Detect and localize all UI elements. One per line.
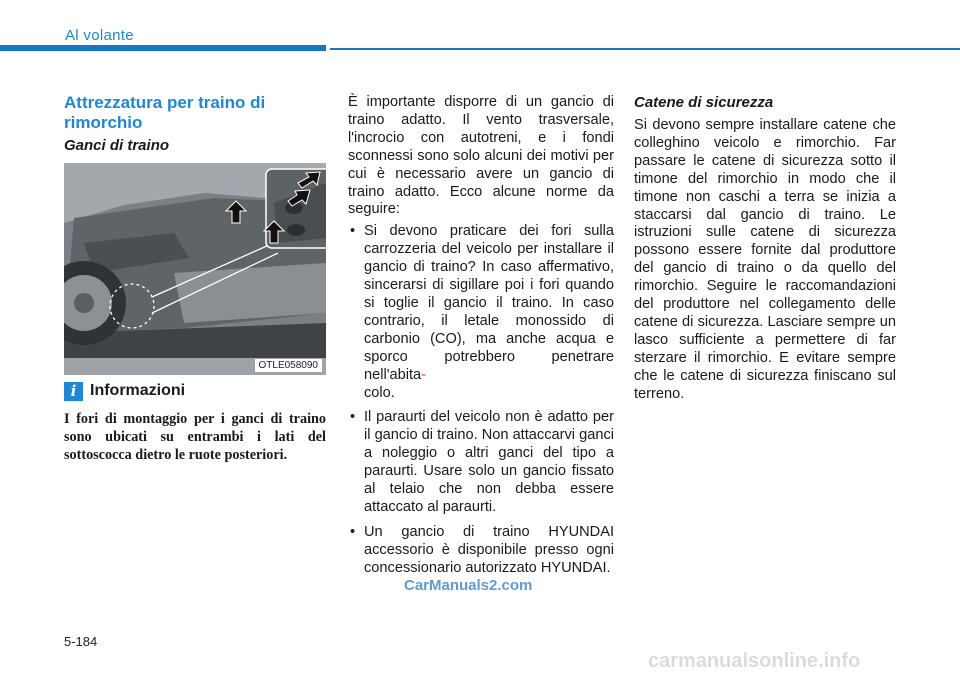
subheading-ganci: Ganci di traino [64,137,170,154]
middle-column [348,94,614,585]
header-bar-right [330,48,960,50]
page-number: 5-184 [64,634,98,649]
bullet-3-text: Un gancio di traino HYUNDAI accessorio è disponibile presso ogni concessionario autorizzato HYUNDAI. [364,523,614,576]
figure-code: OTLE058090 [255,359,323,372]
info-text: I fori di montaggio per i ganci di traino sono ubicati su entrambi i lati del sottoscocca dietro le ruote posteriori. [64,411,326,463]
section-title: Attrezzatura per traino di rimorchio [64,93,266,132]
header-bar-left [0,45,326,51]
rules-list [348,223,614,577]
bullet-1-text: Si devono praticare dei fori sulla carrozzeria del veicolo per installare il gancio di traino? In caso affermativo, sincerarsi di sigillare poi i fori quando si toglie il gancio il traino. In caso contrario, il letale monossido di carbonio (CO), ma anche acqua e sporco potrebbero penetrare nell'abita [364,223,614,383]
watermark-link[interactable]: CarManuals2.com [404,577,533,594]
info-title: Informazioni [90,382,186,399]
chains-paragraph: Si devono sempre installare catene che colleghino veicolo e rimorchio. Far passare le catene di sicurezza sotto il timone del rimorchio in modo che il timone non caschi a terra se inizia a staccarsi dal gancio di traino. Le istruzioni sulle catene di sicurezza possono essere fornite dal produttore del gancio di traino o da quello del rimorchio. Seguire le raccomandazioni del produttore nel collegamento delle catene di sicurezza. Lasciare sempre un lasco sufficiente a permettere di far sterzare il rimorchio. E evitare sempre che le catene di sicurezza finiscano sul terreno. [634,117,896,402]
subheading-catene: Catene di sicurezza [634,94,774,111]
bullet-2-text: Il paraurti del veicolo non è adatto per il gancio di traino. Non attaccarvi ganci a noleggio o altri ganci del tipo a paraurti. Usare solo un gancio fissato al telaio che non debba essere attaccato al paraurti. [364,409,614,515]
running-header: Al volante [65,27,134,44]
watermark-footer: carmanualsonline.info [648,650,861,672]
bullet-1-tail: colo. [364,384,395,401]
hyphen-mark: - [421,366,427,383]
list-item: • Si devono praticare dei fori sulla carrozzeria del veicolo per installare il gancio di traino? In caso affermativo, sincerarsi di sigillare poi i fori quando si toglie il gancio il traino. In caso contrario, il letale monossido di carbonio (CO), ma anche acqua e sporco potrebbero penetrare nell'abita- colo. [350,223,614,401]
list-item: • Un gancio di traino HYUNDAI accessorio è disponibile presso ogni concessionario autorizzato HYUNDAI. [350,523,614,576]
info-icon: i [64,382,83,401]
tow-hook-figure [64,163,326,375]
car-rear-illustration [64,163,326,375]
intro-paragraph: È importante disporre di un gancio di traino adatto. Il vento trasversale, l'incrocio con autotreni, e i fondi sconnessi sono solo alcuni dei motivi per cui è necessario avere un gancio di traino adatto. Ecco alcune norme da seguire: [348,94,614,218]
list-item: • Il paraurti del veicolo non è adatto per il gancio di traino. Non attaccarvi ganci a noleggio o altri ganci del tipo a paraurti. Usare solo un gancio fissato al telaio che non debba essere attaccato al paraurti. [350,409,614,515]
